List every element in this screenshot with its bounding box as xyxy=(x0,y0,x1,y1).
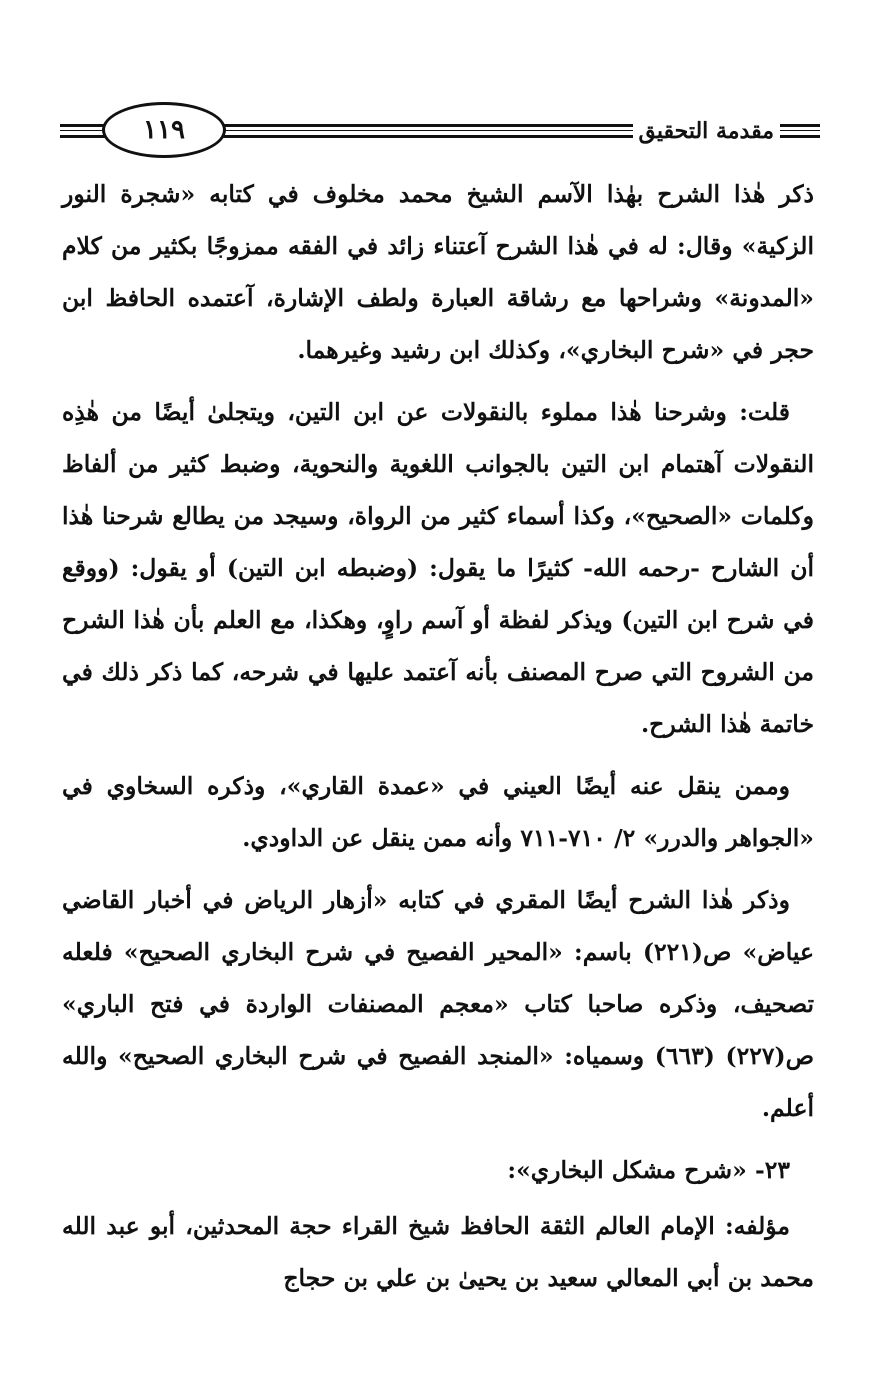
running-title: مقدمة التحقيق xyxy=(633,118,780,144)
body-text xyxy=(62,168,814,1314)
paragraph: مؤلفه: الإمام العالم الثقة الحافظ شيخ القراء حجة المحدثين، أبو عبد الله محمد بن أبي المعالي سعيد بن يحيىٰ بن علي بن حجاج xyxy=(62,1212,814,1292)
paragraph: ذكر هٰذا الشرح بهٰذا الآسم الشيخ محمد مخلوف في كتابه «شجرة النور الزكية» وقال: له في هٰذا الشرح آعتناء زائد في الفقه ممزوجًا بكثير من كلام «المدونة» وشراحها مع رشاقة العبارة ولطف الإشارة، آعتمده الحافظ ابن حجر في «شرح البخاري»، وكذلك ابن رشيد وغيرهما. xyxy=(62,180,814,364)
page-number: ١١٩ xyxy=(102,102,226,158)
paragraph: وذكر هٰذا الشرح أيضًا المقري في كتابه «أزهار الرياض في أخبار القاضي عياض» ص(٢٢١) باسم: «المحير الفصيح في شرح البخاري الصحيح» فلعله تصحيف، وذكره صاحبا كتاب «معجم المصنفات الواردة في فتح الباري» ص(٢٢٧) (٦٦٣) وسمياه: «المنجد الفصيح في شرح البخاري الصحيح» والله أعلم. xyxy=(62,886,815,1122)
paragraph: قلت: وشرحنا هٰذا مملوء بالنقولات عن ابن التين، ويتجلىٰ أيضًا من هٰذِه النقولات آهتمام ابن التين بالجوانب اللغوية والنحوية، وضبط كثير من ألفاظ وكلمات «الصحيح»، وكذا أسماء كثير من الرواة، وسيجد من يطالع شرحنا هٰذا أن الشارح -رحمه الله- كثيرًا ما يقول: (وضبطه ابن التين) أو يقول: (ووقع في شرح ابن التين) ويذكر لفظة أو آسم راوٍ، وهكذا، مع العلم بأن هٰذا الشرح من الشروح التي صرح المصنف بأنه آعتمد عليها في شرحه، كما ذكر ذلك في خاتمة هٰذا الشرح. xyxy=(62,398,814,738)
page-header xyxy=(60,98,820,160)
section-heading: ٢٣- «شرح مشكل البخاري»: xyxy=(507,1156,790,1184)
paragraph: وممن ينقل عنه أيضًا العيني في «عمدة القاري»، وذكره السخاوي في «الجواهر والدرر» ٢/ ٧١٠-٧١١ وأنه ممن ينقل عن الداودي. xyxy=(62,772,814,852)
